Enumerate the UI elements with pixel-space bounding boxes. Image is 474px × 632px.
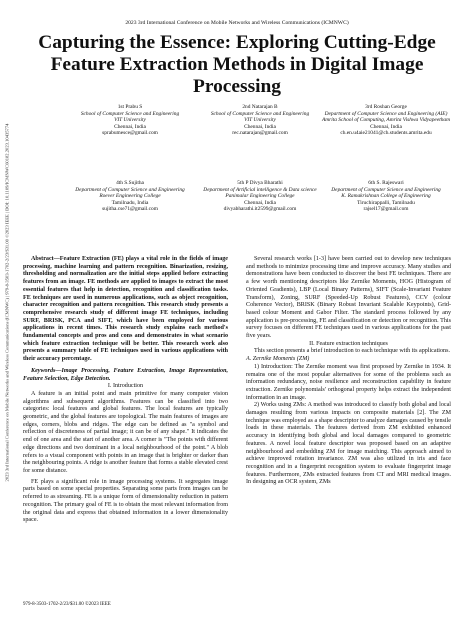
- footer-copyright: 979-8-3503-1702-2/23/$31.00 ©2023 IEEE: [23, 602, 111, 607]
- author-affiliation: School of Computer Science and Engineering VIT University: [210, 110, 310, 124]
- author-block: [190, 180, 330, 213]
- author-block: [60, 104, 200, 137]
- author-location: Chennai, India: [370, 123, 402, 130]
- author-name: 4th S.Sujitha: [116, 180, 144, 186]
- paragraph: FE plays a significant role in image processing systems. It segregates image parts based on some special properties. Separating some parts from images can be referred to as streaming. FE is a unique form of dimensionality reduction in pattern recognition. The primary goal of FE is to obtain the most relevant information from the original data and express that obtained information in a lower dimensionality space.: [23, 478, 228, 524]
- right-column: [246, 256, 451, 487]
- author-location: Tamilnadu, India: [111, 199, 149, 206]
- paragraph: 1) Introduction: The Zernike moment was first proposed by Zernike in 1934. It remains one of the most popular alternatives for some of the problems such as information redundancy, noise resilience and reconstruction capability in feature extraction. Zernike polynomials' orthogonal property helps extract the independent information in an image.: [246, 363, 451, 401]
- author-name: 5th P Divya Bharathi: [237, 180, 283, 186]
- author-location: Chennai, India: [244, 123, 276, 130]
- subsection-heading: A. Zernike Moments (ZM): [246, 356, 310, 363]
- author-email: rec.natarajan@gmail.com: [232, 130, 288, 137]
- paragraph: This section presents a brief introduction to each technique with its applications.: [254, 348, 450, 355]
- author-block: [190, 104, 330, 137]
- author-name: 3rd Roshan George: [365, 104, 407, 110]
- author-name: 6th S. Rajeswari: [368, 180, 404, 186]
- keywords: Keywords—Image Processing, Feature Extraction, Image Representation, Feature Selection, Edge Detection.: [23, 367, 228, 382]
- author-location: Chennai, India: [114, 123, 146, 130]
- section-heading: I. Introduction: [107, 383, 144, 390]
- author-affiliation: Department of Computer Science and Engineering (AIE) Amrita School of Computing, Amrita Vishwa Vidyapeetham: [321, 110, 451, 124]
- author-name: 2nd Natarajan B: [242, 104, 278, 110]
- section-heading: II. Feature extraction techniques: [309, 340, 388, 347]
- author-affiliation: School of Computer Science and Engineering VIT University: [80, 110, 180, 124]
- author-email: divyabharathi.it2599@gmail.com: [223, 206, 297, 213]
- author-block: [60, 180, 200, 213]
- author-affiliation: Department of Computer Science and Engineering Roever Engineering College: [75, 186, 185, 200]
- author-affiliation: Department of Computer Science and Engineering K. Ramakrishnan College of Engineering: [331, 186, 441, 200]
- author-email: sujitha.cse71@gmail.com: [102, 206, 158, 213]
- author-email: rajsel17@gmail.com: [363, 206, 409, 213]
- side-citation: 2023 3rd International Conference on Mobile Networks and Wireless Communications (ICMNWC) | 979-8-3503-1702-2/23/$31.00 ©2023 IEEE | DOI: 10.1109/ICMNWC60182.2023.10435774: [4, 123, 10, 482]
- paper-title: Capturing the Essence: Exploring Cutting-Edge Feature Extraction Methods in Digital Image Processing: [38, 32, 436, 97]
- author-location: Chennai, India: [244, 199, 276, 206]
- author-location: Tiruchirappalli, Tamilnadu: [357, 199, 415, 206]
- left-column: [23, 256, 228, 525]
- paragraph: A feature is an initial point and main primitive for many computer vision algorithms and subsequent algorithms. Features can be classified into two categories: local features and global features. The local features are typically geometric, and the global features are topological. The main features of images are edges, corners, blobs and ridges. The edge can be defined as "a symbol and reflection of discreteness of partial image; it can be of any shape." It indicates the end of one area and the start of another area. A corner is "The points with different edge directions and two dominant in a local neighbourhood of the point." A blob refers to a visual component with points in an image that is brighter or darker than the neighbouring points. A ridge is another feature that forms a stable elevated crest for some distance.: [23, 390, 228, 474]
- paragraph: 2) Works using ZMs: A method was introduced to classify both global and local damages resulting from various impacts on composite materials [2]. The ZM technique was employed as a shape descriptor to analyze damages caused by tensile loads in these materials. The features derived from ZM exhibited enhanced accuracy in identifying both global and local damages compared to geometric features. A novel local feature descriptor was proposed based on an adaptive neighbourhood and embedding ZM for image matching. This approach aimed to achieve improved rotation invariance. ZM was also utilized in iris and face recognition and in a fingerprint recognition system to evaluate fingerprint image features. Furthermore, ZMs extracted features from CT and MRI medical images. In designing an OCR system, ZMs: [246, 402, 451, 486]
- author-name: 1st Prabu S: [117, 104, 143, 110]
- paragraph: Several research works [1-3] have been carried out to develop new techniques and methods to minimize processing time and improve accuracy. Many studies and demonstrations have been conducted to discover the best FE techniques. There are a few worth mentioning descriptors like Zernike Moments, HOG (Histogram of Oriented Gradients), LBP (Local Binary Patterns), SIFT (Scale-Invariant Feature Transform), Zoning, SURF (Speeded-Up Robust Features), CCV (colour Coherence Vector), BRISK (Binary Robust Invariant Scalable Keypoints), Grid-based colour Moment and Gabor Filter. The standard process followed by any application is pre-processing, FE and classification or detection or recognition. This survey focuses on different FE techniques used in various applications for the past five years.: [246, 256, 451, 340]
- author-block: [316, 104, 456, 137]
- author-affiliation: Department of Artificial intelligence & Data science Panimalar Engineering College: [203, 186, 317, 200]
- conference-header: 2023 3rd International Conference on Mobile Networks and Wireless Communications (ICMNWC): [125, 20, 349, 26]
- author-email: sprabumesce@gmail.com: [102, 130, 158, 137]
- author-email: ch.en.u4aie21041@ch.students.amrita.edu: [340, 130, 432, 137]
- abstract: Abstract—Feature Extraction (FE) plays a vital role in the fields of image processing, machine learning and pattern recognition. Binarization, resizing, thresholding and normalization are the initial steps applied before extracting features from an image. FE methods are applied to images to extract the most essential features that help in detection, recognition and classification tasks. FE techniques are used in numerous applications, such as object recognition, character recognition and pattern recognition. This research study presents a comprehensive research study of different image FE techniques, including SURF, BRISK, PCA and SIFT, which have been employed for various applications in recent times. This research study explains each method's fundamental concepts and pros and cons and demonstrates in what scenario which feature extraction technique will be better. This research work also presents a summary table of FE techniques used in various applications with their accuracy percentage.: [23, 256, 228, 363]
- author-block: [316, 180, 456, 213]
